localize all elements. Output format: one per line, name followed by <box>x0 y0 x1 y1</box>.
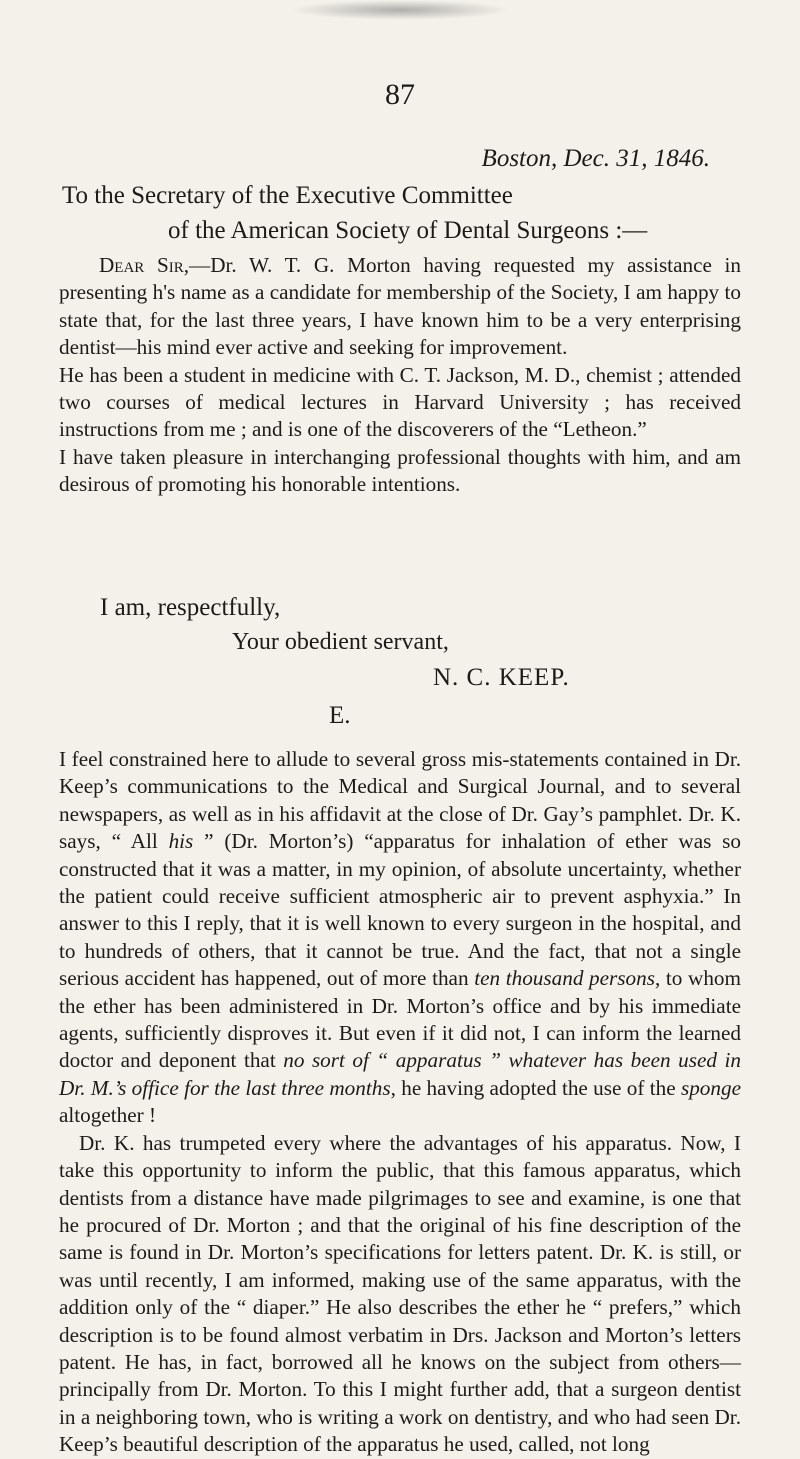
article-paragraph-2 <box>59 1130 741 1459</box>
article-italic: sponge <box>680 1075 741 1100</box>
article-paragraph-2-text: Dr. K. has trumpeted every where the advantages of his apparatus. Now, I take this opportunity to inform the public, that this famous apparatus, which dentists from a distance have made pilgrimages to see and examine, is one that he procured of Dr. Morton ; and that the original of his fine description of the same is found in Dr. Morton’s specifications for letters patent. Dr. K. is still, or was until recently, I am informed, making use of the same apparatus, with the addition only of the “ diaper.” He also describes the ether he “ prefers,” which description is to be found almost verbatim in Drs. Jackson and Morton’s letters patent. He has, in fact, borrowed all he knows on the subject from others—principally from Dr. Morton. To this I might further add, that a surgeon dentist in a neighboring town, who is writing a work on dentistry, and who had seen Dr. Keep’s beautiful description of the apparatus he used, called, not long <box>59 1130 741 1457</box>
closing-line-1: I am, respectfully, <box>100 594 281 621</box>
letter-paragraph-3-text: I have taken pleasure in interchanging professional thoughts with him, and am desirous of promoting his honorable intentions. <box>59 444 741 497</box>
page-number: 87 <box>385 78 415 111</box>
initial: E. <box>329 702 351 729</box>
ink-stain <box>290 0 510 20</box>
letter-paragraph-1-text: —Dr. W. T. G. Morton having requested my assistance in presenting h's name as a candidate for membership of the Society, I am happy to state that, for the last three years, I have known him to be a very enterprising dentist—his mind ever active and seeking for improvement. <box>59 253 741 360</box>
letter-paragraph-2-text: He has been a student in medicine with C. T. Jackson, M. D., chemist ; attended two courses of medical lectures in Harvard University ; has received instructions from me ; and is one of the discoverers of the “Letheon.” <box>59 362 741 442</box>
dateline: Boston, Dec. 31, 1846. <box>481 145 710 172</box>
article-text: altogether ! <box>59 1103 157 1128</box>
article-paragraph-1 <box>59 746 741 1130</box>
signature: N. C. KEEP. <box>433 664 570 691</box>
article-italic: no sort of “ apparatus ” whatever has been used in Dr. M.’s office for the last three months <box>59 1048 741 1100</box>
article-italic: his <box>168 829 194 854</box>
article-body <box>59 746 741 1459</box>
article-text: ” (Dr. Morton’s) “apparatus for inhalation of ether was so constructed that it was a matter, in my opinion, of absolute uncertainty, whether the patient could receive sufficient atmospheric air to prevent asphyxia.” In answer to this I reply, that it is well known to every surgeon in the hospital, and to hundreds of others, that it cannot be true. And the fact, that not a single serious accident has happened, out of more than <box>59 829 742 991</box>
article-text: , to whom the ether has been administered in Dr. Morton’s office and by his immediate agents, sufficiently disproves it. But even if it did not, I can inform the learned doctor and deponent that <box>59 966 741 1073</box>
closing-line-2: Your obedient servant, <box>232 629 449 655</box>
letter-paragraph-1 <box>59 252 741 362</box>
letter-body <box>59 252 741 499</box>
article-italic: ten thousand persons <box>474 966 655 991</box>
article-text: I feel constrained here to allude to several gross mis-statements contained in Dr. Keep’s communications to the Medical and Surgical Journal, and to several newspapers, as well as in his affidavit at the close of Dr. Gay’s pamphlet. Dr. K. says, “ All <box>59 747 741 854</box>
letter-paragraph-2 <box>59 362 741 444</box>
salutation: Dear Sir, <box>99 253 190 277</box>
addressee-line-2: of the American Society of Dental Surgeons :— <box>168 217 648 244</box>
article-text: , he having adopted the use of the <box>390 1075 681 1100</box>
addressee-line-1: To the Secretary of the Executive Committee <box>62 182 513 209</box>
letter-paragraph-3 <box>59 444 741 499</box>
